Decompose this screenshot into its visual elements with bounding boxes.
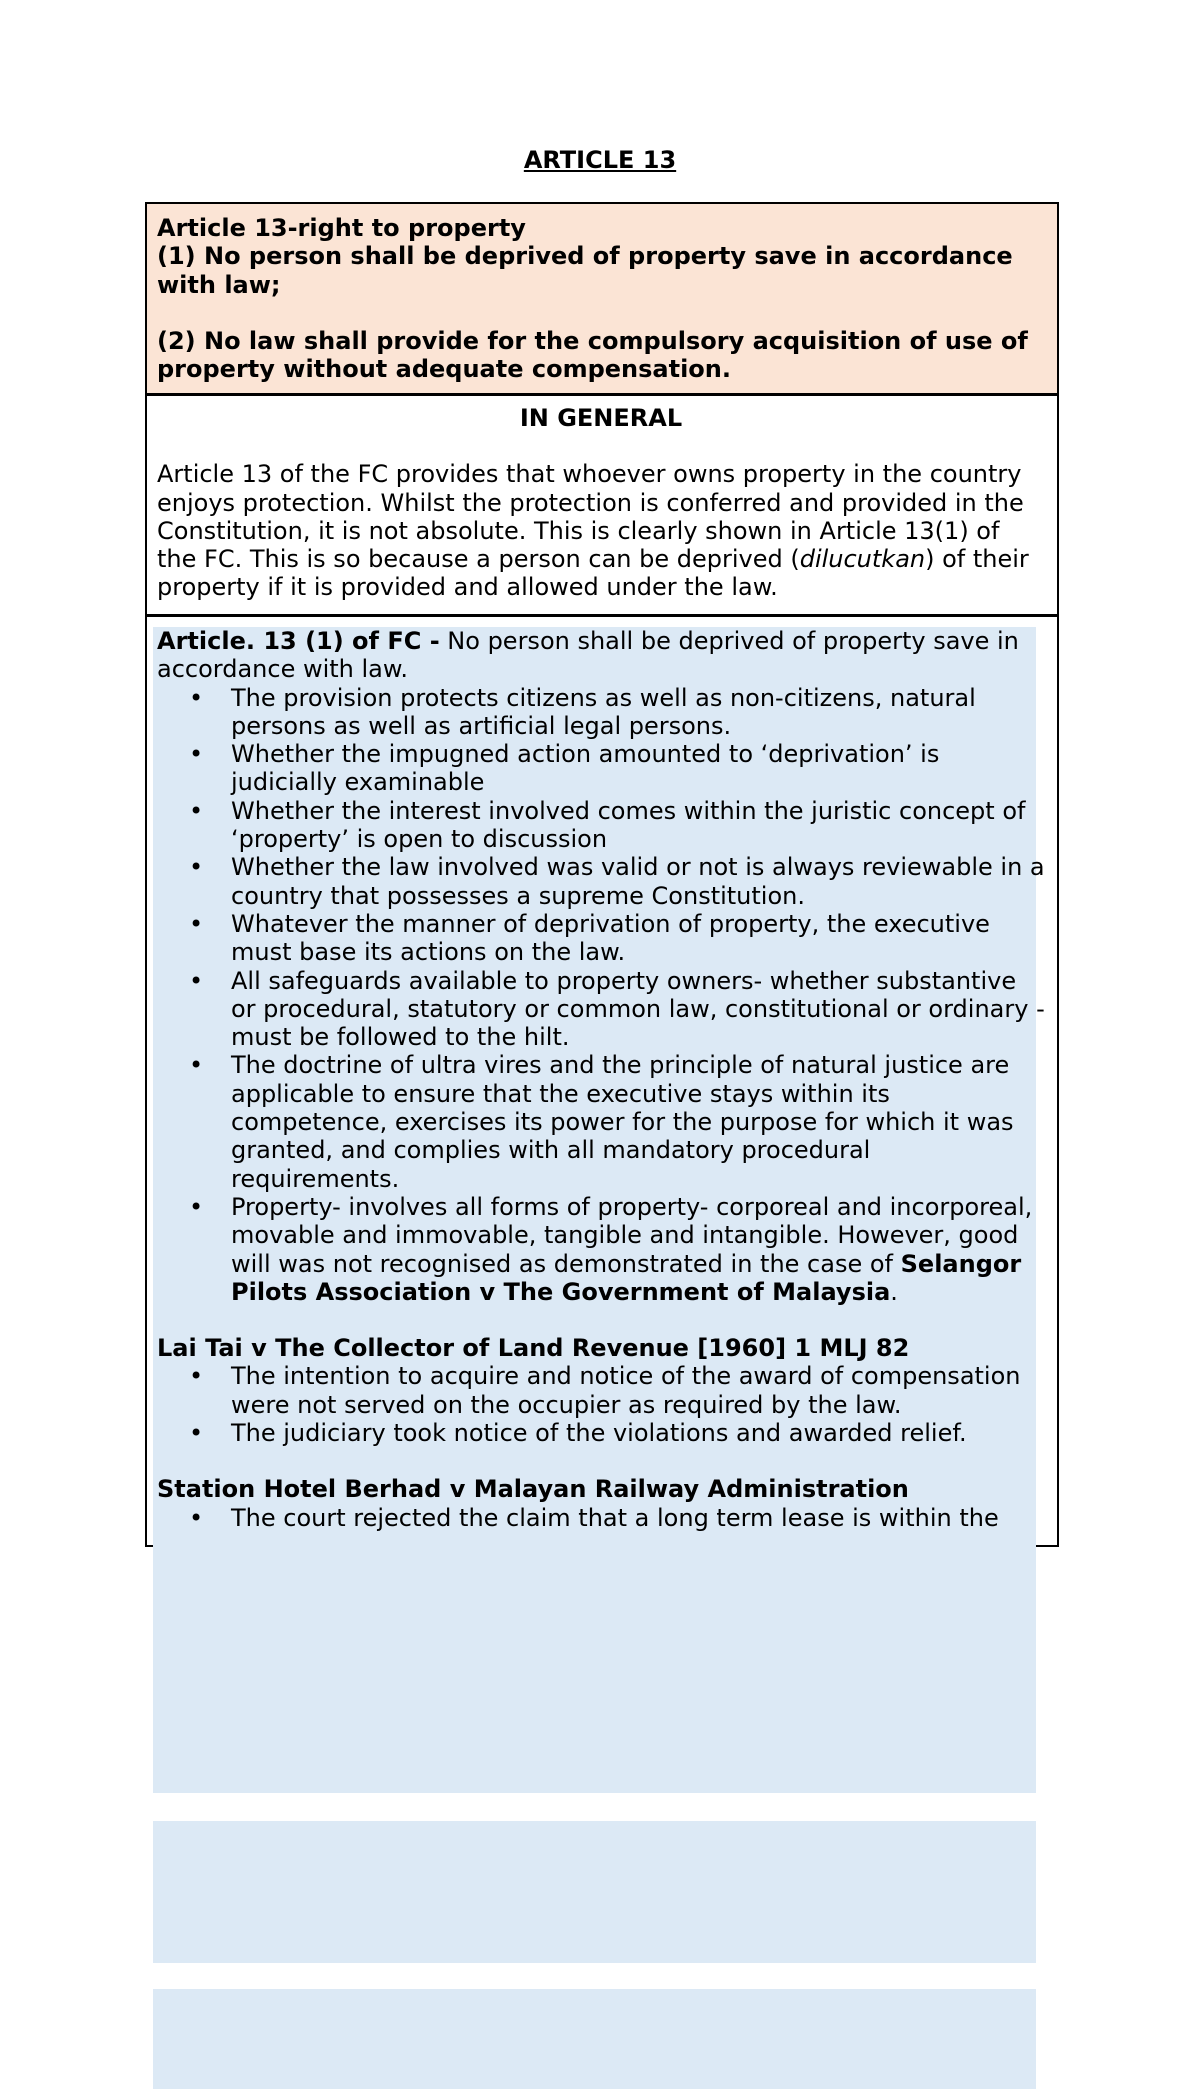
- case-title-station-hotel: Station Hotel Berhad v Malayan Railway Administration: [157, 1475, 909, 1504]
- lead-bold: Article. 13 (1) of FC -: [157, 627, 440, 655]
- list-item: • All safeguards available to property owners- whether substantive or procedural, statutory or common law, constitutional or ordinary - must be followed to the hilt.: [157, 967, 1045, 1052]
- page-title: ARTICLE 13: [523, 146, 677, 174]
- in-general-paragraph: [157, 460, 1045, 601]
- article-clause-2: (2) No law shall provide for the compulsory acquisition of use of property without adequate compensation.: [157, 326, 1028, 384]
- last-bullet-text: Property- involves all forms of property- corporeal and incorporeal, movable and immovable, tangible and intangible. However, good will was not recognised as demonstrated in the case of: [231, 1192, 1033, 1278]
- article-13-1-box: [145, 615, 1059, 1547]
- list-item: • The court rejected the claim that a long term lease is within the: [157, 1504, 1045, 1532]
- case-1-list: [157, 1362, 1045, 1447]
- para-italic-term: dilucutkan: [799, 545, 926, 574]
- list-item: • Whatever the manner of deprivation of property, the executive must base its actions on the law.: [157, 910, 1045, 967]
- in-general-box: [145, 394, 1059, 616]
- case-title-lai-tai: Lai Tai v The Collector of Land Revenue [1960] 1 MLJ 82: [157, 1334, 910, 1363]
- list-item: • The judiciary took notice of the violations and awarded relief.: [157, 1419, 1045, 1447]
- last-bullet-end: .: [890, 1277, 898, 1306]
- article-13-1-lead: [157, 627, 1045, 684]
- para-part-a: Article 13 of the FC provides that whoever owns property in the country enjoys protection. Whilst the protection is conferred and provided in the Constitution, it is not absolute. This is clearly shown in Article 13(1) of the FC. This is so because a person can be deprived (: [157, 460, 1024, 574]
- shade-block-3: [153, 1989, 1036, 2089]
- list-item: • Whether the law involved was valid or not is always reviewable in a country that possesses a supreme Constitution.: [157, 853, 1045, 910]
- shade-block-2: [153, 1821, 1036, 1963]
- list-item: • The provision protects citizens as well as non-citizens, natural persons as well as artificial legal persons.: [157, 684, 1045, 741]
- list-item: [157, 1193, 1045, 1306]
- case-2-list: [157, 1504, 1045, 1532]
- case-reference: Selangor Pilots Association v The Government of Malaysia: [231, 1249, 1022, 1306]
- article-text-box: [145, 202, 1059, 395]
- list-item: • Whether the impugned action amounted to ‘deprivation’ is judicially examinable: [157, 740, 1045, 797]
- list-item: • The doctrine of ultra vires and the principle of natural justice are applicable to ensure that the executive stays within its competence, exercises its power for the purpose for which it was granted, and complies with all mandatory procedural requirements.: [157, 1051, 1045, 1192]
- article-clause-1: (1) No person shall be deprived of property save in accordance with law;: [157, 242, 1013, 299]
- para-part-b: ) of their property if it is provided and allowed under the law.: [157, 545, 1029, 602]
- principles-list: [157, 684, 1045, 1307]
- list-item: • The intention to acquire and notice of the award of compensation were not served on the occupier as required by the law.: [157, 1362, 1045, 1419]
- list-item: • Whether the interest involved comes within the juristic concept of ‘property’ is open to discussion: [157, 797, 1045, 854]
- in-general-heading: IN GENERAL: [519, 404, 683, 432]
- lead-text: No person shall be deprived of property save in accordance with law.: [157, 627, 1019, 684]
- article-heading: Article 13-right to property: [157, 214, 526, 242]
